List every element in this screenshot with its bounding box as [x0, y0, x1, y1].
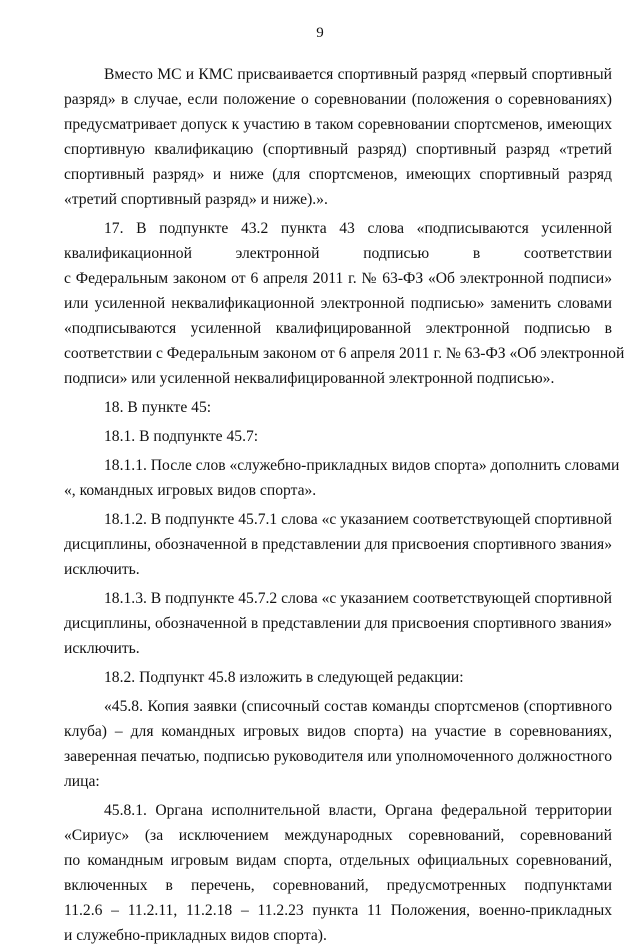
text-line: соответствии с Федеральным законом от 6 апреля 2011 г. № 63-ФЗ «Об электронной — [64, 345, 625, 362]
paragraph-p5 — [64, 453, 620, 503]
text-line: «, командных игровых видов спорта». — [64, 482, 317, 499]
text-line: подписи» или усиленной неквалифицированной электронной подписью». — [64, 370, 555, 387]
text-line: дисциплины, обозначенной в представлении для присвоения спортивного звания» — [64, 536, 612, 553]
text-line: 18.1.1. После слов «служебно-прикладных видов спорта» дополнить словами — [104, 457, 620, 474]
paragraph-p3 — [64, 395, 612, 420]
text-line: клуба) – для командных игровых видов спорта) на участие в соревнованиях, — [64, 723, 612, 740]
text-line: спортивную квалификацию (спортивный разряд) спортивный разряд «третий — [64, 141, 612, 158]
paragraph-p2 — [64, 216, 625, 391]
paragraph-p10 — [64, 798, 612, 948]
paragraph-p6 — [64, 507, 612, 582]
text-line: «Сириус» (за исключением международных соревнований, соревнований — [64, 827, 612, 844]
text-line: 18.1. В подпункте 45.7: — [104, 428, 259, 445]
text-line: 18.1.3. В подпункте 45.7.2 слова «с указанием соответствующей спортивной — [104, 590, 612, 607]
paragraph-p1 — [64, 62, 612, 212]
text-line: 17. В подпункте 43.2 пункта 43 слова «подписываются усиленной — [104, 220, 612, 237]
text-line: 18. В пункте 45: — [104, 399, 212, 416]
text-line: «подписываются усиленной квалифицированной электронной подписью в — [64, 320, 612, 337]
document-body — [64, 62, 625, 952]
text-line: с Федеральным законом от 6 апреля 2011 г. № 63-ФЗ «Об электронной подписи» — [64, 270, 612, 287]
text-line: «45.8. Копия заявки (списочный состав команды спортсменов (спортивного — [104, 698, 612, 715]
paragraph-p8 — [64, 665, 612, 690]
text-line: заверенная печатью, подписью руководителя или уполномоченного должностного — [64, 748, 612, 765]
text-line: Вместо МС и КМС присваивается спортивный разряд «первый спортивный — [104, 66, 612, 83]
text-line: «третий спортивный разряд» и ниже).». — [64, 191, 328, 208]
text-line: разряд» в случае, если положение о соревновании (положения о соревнованиях) — [64, 91, 612, 108]
text-line: предусматривает допуск к участию в таком соревновании спортсменов, имеющих — [64, 116, 612, 133]
text-line: и служебно-прикладных видов спорта). — [64, 927, 327, 944]
text-line: исключить. — [64, 640, 140, 657]
text-line: 18.1.2. В подпункте 45.7.1 слова «с указанием соответствующей спортивной — [104, 511, 612, 528]
text-line: или усиленной неквалификационной электронной подписью» заменить словами — [64, 295, 612, 312]
text-line: лица: — [64, 773, 100, 790]
paragraph-p9 — [64, 694, 612, 794]
text-line: квалификационной электронной подписью в соответствии — [64, 245, 612, 262]
text-line: 18.2. Подпункт 45.8 изложить в следующей редакции: — [104, 669, 464, 686]
text-line: дисциплины, обозначенной в представлении для присвоения спортивного звания» — [64, 615, 612, 632]
paragraph-p4 — [64, 424, 612, 449]
paragraph-p7 — [64, 586, 612, 661]
text-line: исключить. — [64, 561, 140, 578]
text-line: включенных в перечень, соревнований, предусмотренных подпунктами — [64, 877, 612, 894]
text-line: 45.8.1. Органа исполнительной власти, Органа федеральной территории — [104, 802, 612, 819]
text-line: 11.2.6 – 11.2.11, 11.2.18 – 11.2.23 пункта 11 Положения, военно-прикладных — [64, 902, 612, 919]
text-line: по командным игровым видам спорта, отдельных официальных соревнований, — [64, 852, 612, 869]
text-line: спортивный разряд» и ниже (для спортсменов, имеющих спортивный разряд — [64, 166, 612, 183]
page-number: 9 — [316, 25, 324, 41]
